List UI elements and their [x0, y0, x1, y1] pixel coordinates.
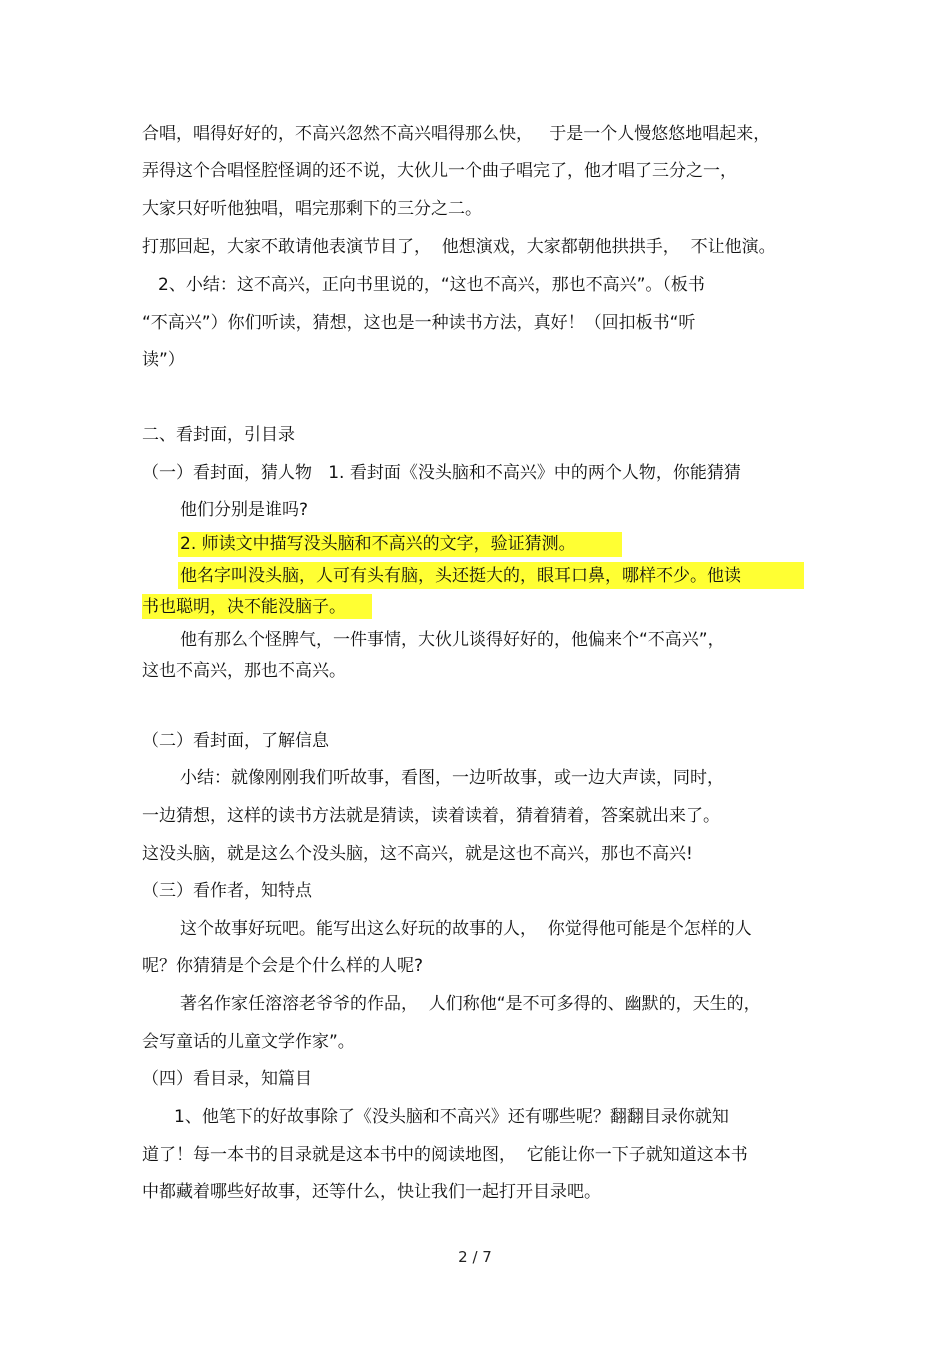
paragraph-line: 会写童话的儿童文学作家”。 — [142, 1032, 355, 1052]
highlighted-line: 2. 师读文中描写没头脑和不高兴的文字，验证猜测。 — [180, 534, 576, 554]
subsection-heading: （三）看作者，知特点 — [142, 881, 312, 901]
paragraph-line: 这也不高兴，那也不高兴。 — [142, 661, 346, 681]
subsection-heading: （二）看封面，了解信息 — [142, 731, 329, 751]
section-heading: 二、看封面，引目录 — [142, 425, 295, 445]
highlighted-line: 他名字叫没头脑，人可有头有脑，头还挺大的，眼耳口鼻，哪样不少。他读 — [180, 566, 741, 586]
paragraph-line: 合唱，唱得好好的，不高兴忽然不高兴唱得那么快， 于是一个人慢悠悠地唱起来， — [142, 124, 771, 144]
paragraph-line: 读”） — [142, 350, 185, 370]
paragraph-line: 这个故事好玩吧。能写出这么好玩的故事的人， 你觉得他可能是个怎样的人 — [180, 919, 752, 939]
subsection-heading: （四）看目录，知篇目 — [142, 1069, 312, 1089]
paragraph-line: 他有那么个怪脾气，一件事情，大伙儿谈得好好的，他偏来个“不高兴”， — [180, 630, 725, 650]
highlighted-line: 书也聪明，决不能没脑子。 — [142, 597, 346, 617]
page-number: 2 / 7 — [458, 1248, 492, 1266]
paragraph-line: 1、他笔下的好故事除了《没头脑和不高兴》还有哪些呢？翻翻目录你就知 — [174, 1107, 729, 1127]
paragraph-line: “不高兴”）你们听读，猜想，这也是一种读书方法，真好！（回扣板书“听 — [142, 313, 696, 333]
paragraph-line: 2、小结：这不高兴，正向书里说的，“这也不高兴，那也不高兴”。（板书 — [158, 275, 705, 295]
paragraph-line: 大家只好听他独唱，唱完那剩下的三分之二。 — [142, 199, 482, 219]
paragraph-line: 弄得这个合唱怪腔怪调的还不说，大伙儿一个曲子唱完了，他才唱了三分之一， — [142, 161, 737, 181]
paragraph-line: 呢？你猜猜是个会是个什么样的人呢? — [142, 956, 424, 976]
paragraph-line: 中都藏着哪些好故事，还等什么，快让我们一起打开目录吧。 — [142, 1182, 601, 1202]
paragraph-line: 小结：就像刚刚我们听故事，看图，一边听故事，或一边大声读，同时， — [180, 768, 724, 788]
paragraph-line: 著名作家任溶溶老爷爷的作品， 人们称他“是不可多得的、幽默的，天生的， — [180, 994, 761, 1014]
paragraph-line: 道了！每一本书的目录就是这本书中的阅读地图， 它能让你一下子就知道这本书 — [142, 1145, 748, 1165]
paragraph-line: 这没头脑，就是这么个没头脑，这不高兴，就是这也不高兴，那也不高兴! — [142, 844, 693, 864]
subsection-heading: （一）看封面，猜人物 1. 看封面《没头脑和不高兴》中的两个人物，你能猜猜 — [142, 463, 741, 483]
paragraph-line: 他们分别是谁吗? — [180, 500, 309, 520]
paragraph-line: 一边猜想，这样的读书方法就是猜读，读着读着，猜着猜着，答案就出来了。 — [142, 806, 720, 826]
paragraph-line: 打那回起，大家不敢请他表演节目了， 他想演戏，大家都朝他拱拱手， 不让他演。 — [142, 237, 776, 257]
